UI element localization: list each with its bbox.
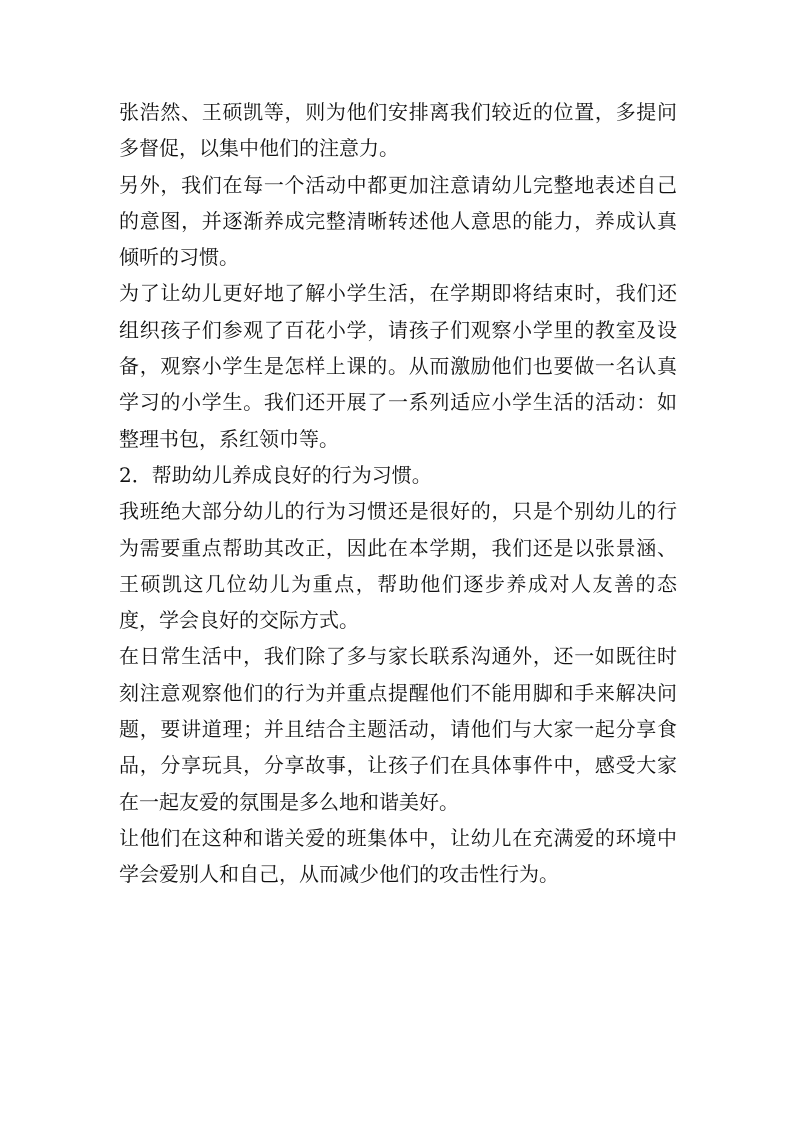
paragraph: 我班绝大部分幼儿的行为习惯还是很好的，只是个别幼儿的行为需要重点帮助其改正，因此在本学期，我们还是以张景涵、王硕凯这几位幼儿为重点，帮助他们逐步养成对人友善的态度，学会良好的交际方式。 [119, 499, 677, 633]
paragraph: 为了让幼儿更好地了解小学生活，在学期即将结束时，我们还组织孩子们参观了百花小学，请孩子们观察小学里的教室及设备，观察小学生是怎样上课的。从而激励他们也要做一名认真学习的小学生。我们还开展了一系列适应小学生活的活动：如整理书包，系红领巾等。 [119, 281, 677, 451]
paragraph: 张浩然、王硕凯等，则为他们安排离我们较近的位置，多提问多督促，以集中他们的注意力。 [119, 100, 677, 161]
paragraph: 让他们在这种和谐关爱的班集体中，让幼儿在充满爱的环境中学会爱别人和自己，从而减少他们的攻击性行为。 [119, 825, 677, 887]
section-heading: 2．帮助幼儿养成良好的行为习惯。 [119, 462, 432, 487]
document-body [119, 94, 677, 893]
paragraph: 在日常生活中，我们除了多与家长联系沟通外，还一如既往时刻注意观察他们的行为并重点提醒他们不能用脚和手来解决问题，要讲道理；并且结合主题活动，请他们与大家一起分享食品，分享玩具，分享故事，让孩子们在具体事件中，感受大家在一起友爱的氛围是多么地和谐美好。 [119, 644, 677, 814]
paragraph: 另外，我们在每一个活动中都更加注意请幼儿完整地表述自己的意图，并逐渐养成完整清晰转述他人意思的能力，养成认真倾听的习惯。 [119, 172, 677, 270]
